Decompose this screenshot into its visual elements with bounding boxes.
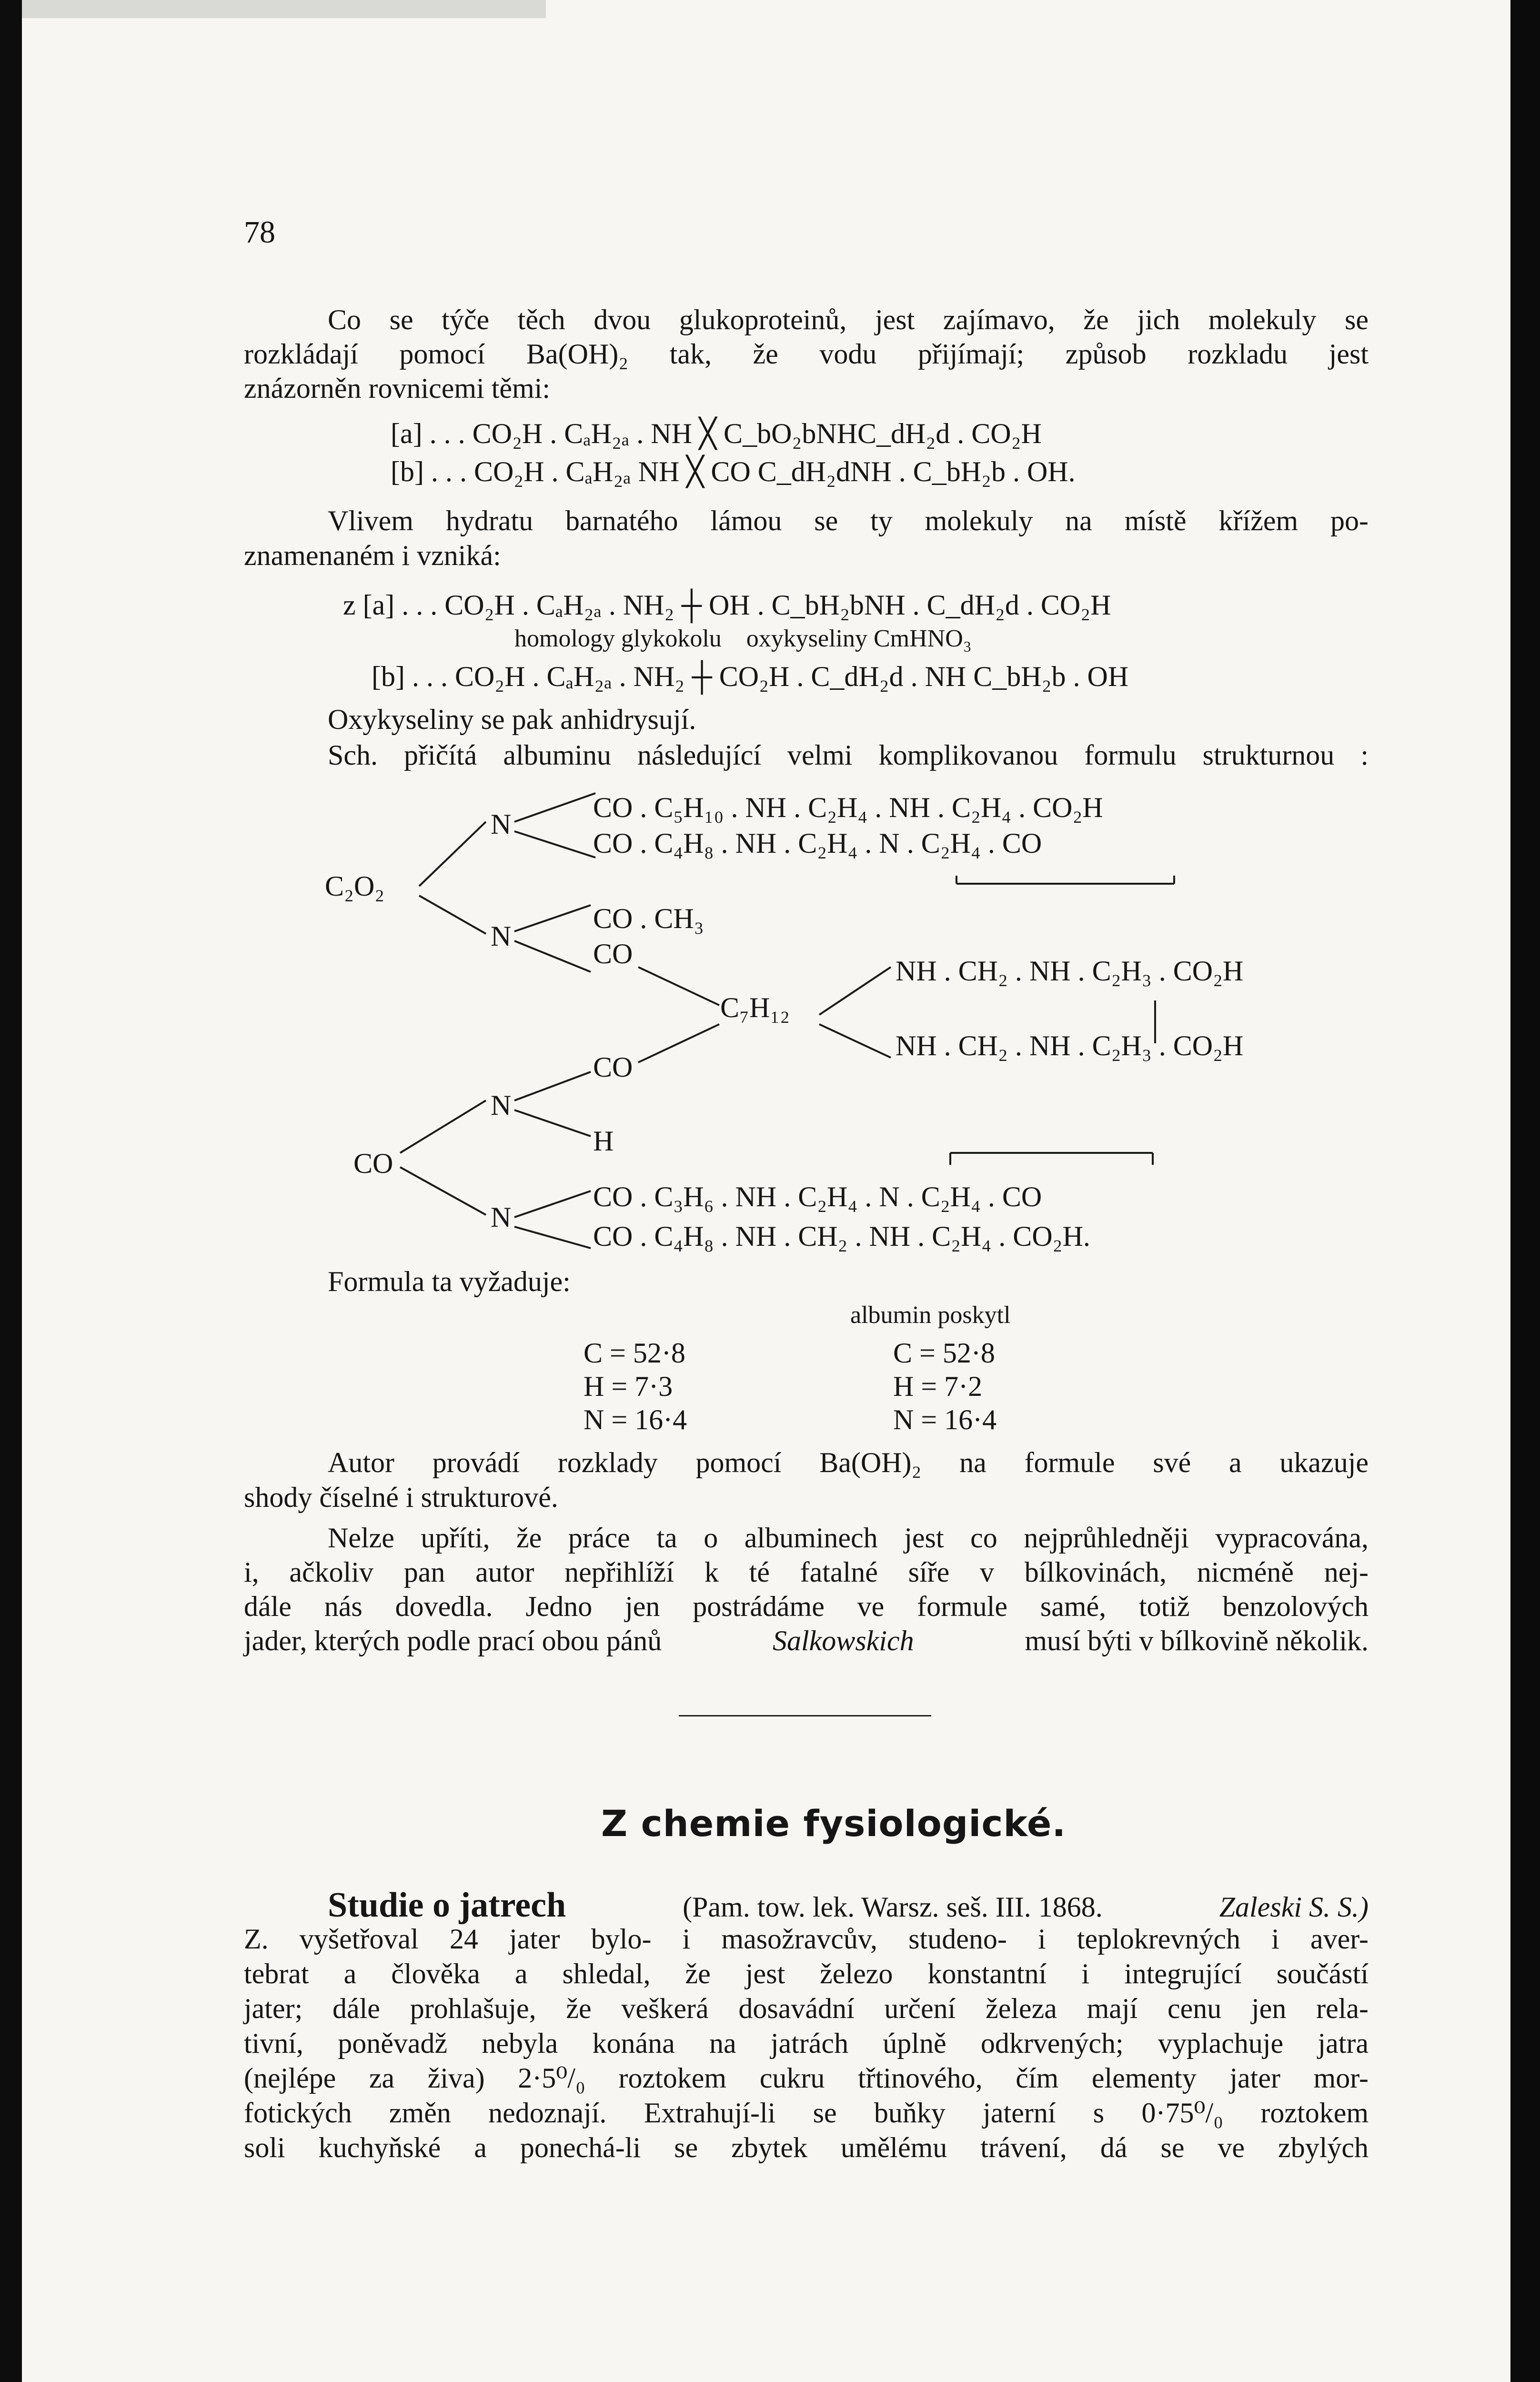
section-divider (679, 1715, 931, 1716)
para7-line6: fotických změn nedoznají. Extrahují-li se buňky jaterní s 0·75⁰/₀ roztokem (244, 2097, 1369, 2129)
bond-n3-co (514, 1072, 591, 1100)
studie-ref: (Pam. tow. lek. Warsz. seš. III. 1868. (683, 1891, 1103, 1923)
salkowskich: Salkowskich (773, 1625, 914, 1656)
bond-c2o2-n1 (419, 822, 486, 886)
vyzaduje-label: Formula ta vyžaduje: (328, 1266, 571, 1297)
bond-n-co1 (514, 793, 595, 822)
bond-n2-co (514, 905, 591, 931)
studie-author: Zaleski S. S.) (1219, 1891, 1369, 1923)
formula-n4: N (491, 1201, 512, 1233)
para1-line3: znázorněn rovnicemi těmi: (244, 373, 551, 404)
studie-line (328, 1887, 1369, 1923)
formula-co1: CO (593, 938, 633, 969)
bond-co-c7 (638, 967, 719, 1005)
bond-co-n4 (400, 1167, 486, 1215)
bond-co3-c7 (638, 1024, 719, 1062)
formula-row2: CO . C₄H₈ . NH . C₂H₄ . N . C₂H₄ . CO (593, 828, 1042, 859)
poskytl-label: albumin poskytl (850, 1302, 1011, 1329)
para2-line1: Vlivem hydratu barnatého lámou se ty molekuly na místě křížem po- (328, 505, 1369, 536)
formula-c2o2: C₂O₂ (325, 870, 385, 902)
bond-n4-co (514, 1191, 591, 1217)
found-c: C = 52·8 (893, 1337, 995, 1369)
required-n: N = 16·4 (584, 1404, 687, 1435)
formula-row4: NH . CH₂ . NH . C₂H₃ . CO₂H (896, 955, 1244, 987)
bond-n4-co2 (514, 1227, 591, 1248)
para6-line1: Nelze upříti, že práce ta o albuminech jest co nejprůhledněji vypracována, (328, 1522, 1369, 1554)
para7-line5: (nejlépe za živa) 2·5⁰/₀ roztokem cukru třtinového, čím elementy jater mor- (244, 2062, 1369, 2094)
formula-row7: CO . C₄H₈ . NH . CH₂ . NH . C₂H₄ . CO₂H. (593, 1221, 1090, 1252)
equation-a: [a] . . . CO₂H . CₐH₂ₐ . NH ╳ C_bO₂bNHC_dH₂d . CO₂H (391, 418, 1042, 449)
para5-line2: shody číselné i strukturové. (244, 1482, 558, 1513)
formula-n3: N (491, 1090, 512, 1121)
bond-c7-nh2 (819, 1024, 891, 1058)
formula-row1: CO . C₅H₁₀ . NH . C₂H₄ . NH . C₂H₄ . CO₂H (593, 792, 1103, 823)
bond-c7-nh1 (819, 967, 891, 1015)
para6-line4-a: jader, kterých podle prací obou pánů (244, 1625, 662, 1656)
para6-line3: dále nás dovedla. Jedno jen postrádáme ve formule samé, totiž benzolových (244, 1591, 1369, 1622)
equation-b: [b] . . . CO₂H . CₐH₂ₐ NH ╳ CO C_dH₂dNH . C_bH₂b . OH. (391, 456, 1076, 487)
found-h: H = 7·2 (893, 1371, 983, 1402)
formula-n1: N (491, 808, 512, 840)
formula-co2: CO (593, 1051, 633, 1083)
equation-za-labels: homology glykokolu oxykyseliny CmHNO₃ (514, 625, 972, 652)
para7-line2: tebrat a člověka a shledal, že jest železo konstantní i integrující součástí (244, 1958, 1369, 1989)
formula-row6: CO . C₃H₆ . NH . C₂H₄ . N . C₂H₄ . CO (593, 1181, 1042, 1212)
para7-line4: tivní, poněvadž nebyla konána na jatrách úplně odkrvených; vyplachuje jatra (244, 2028, 1369, 2059)
para6-line4 (244, 1626, 1369, 1655)
bond-c2o2-n2 (419, 896, 486, 934)
formula-h: H (593, 1125, 614, 1157)
para5-line1: Autor provádí rozklady pomocí Ba(OH)₂ na formule své a ukazuje (328, 1447, 1369, 1478)
para7-line7: soli kuchyňské a ponechá-li se zbytek umělému trávení, dá se ve zbylých (244, 2132, 1369, 2163)
para6-line4-b: musí býti v bílkovině několik. (1025, 1625, 1369, 1656)
required-c: C = 52·8 (584, 1337, 685, 1369)
formula-c7h12: C₇H₁₂ (720, 992, 790, 1023)
section-title: Z chemie fysiologické. (601, 1802, 1067, 1845)
para4: Sch. přičítá albuminu následující velmi komplikovanou formulu strukturnou : (328, 739, 1369, 771)
page-number: 78 (244, 215, 275, 250)
para7-line3: jater; dále prohlašuje, že veškerá dosavádní určení železa mají cenu jen rela- (244, 1993, 1369, 2024)
para1-line1: Co se týče těch dvou glukoproteinů, jest zajímavo, že jich molekuly se (328, 304, 1369, 335)
studie-title: Studie o jatrech (328, 1886, 566, 1925)
bond-n-co2 (514, 831, 595, 858)
equation-zb: [b] . . . CO₂H . CₐH₂ₐ . NH₂ ┼ CO₂H . C_dH₂d . NH C_bH₂b . OH (372, 661, 1129, 692)
para3: Oxykyseliny se pak anhidrysují. (328, 704, 696, 735)
bond-n3-h (514, 1110, 591, 1136)
found-n: N = 16·4 (893, 1404, 997, 1435)
formula-row3: CO . CH₃ (593, 903, 704, 934)
para1-line2: rozkládají pomocí Ba(OH)₂ tak, že vodu přijímají; způsob rozkladu jest (244, 338, 1369, 370)
para6-line2: i, ačkoliv pan autor nepřihlíží k té fatalné síře v bílkovinách, nicméně nej- (244, 1556, 1369, 1588)
formula-n2: N (491, 920, 512, 952)
formula-co-left: CO (353, 1148, 393, 1179)
para2-line2: znamenaném i vzniká: (244, 540, 501, 571)
equation-za: z [a] . . . CO₂H . CₐH₂ₐ . NH₂ ┼ OH . C_bH₂bNH . C_dH₂d . CO₂H (343, 589, 1111, 621)
bond-n2-co2 (514, 941, 591, 972)
formula-row5: NH . CH₂ . NH . C₂H₃ . CO₂H (896, 1030, 1244, 1061)
bond-co-n3 (400, 1100, 486, 1153)
para7-line1: Z. vyšetřoval 24 jater bylo- i masožravcův, studeno- i teplokrevných i aver- (244, 1923, 1369, 1955)
required-h: H = 7·3 (584, 1371, 673, 1402)
